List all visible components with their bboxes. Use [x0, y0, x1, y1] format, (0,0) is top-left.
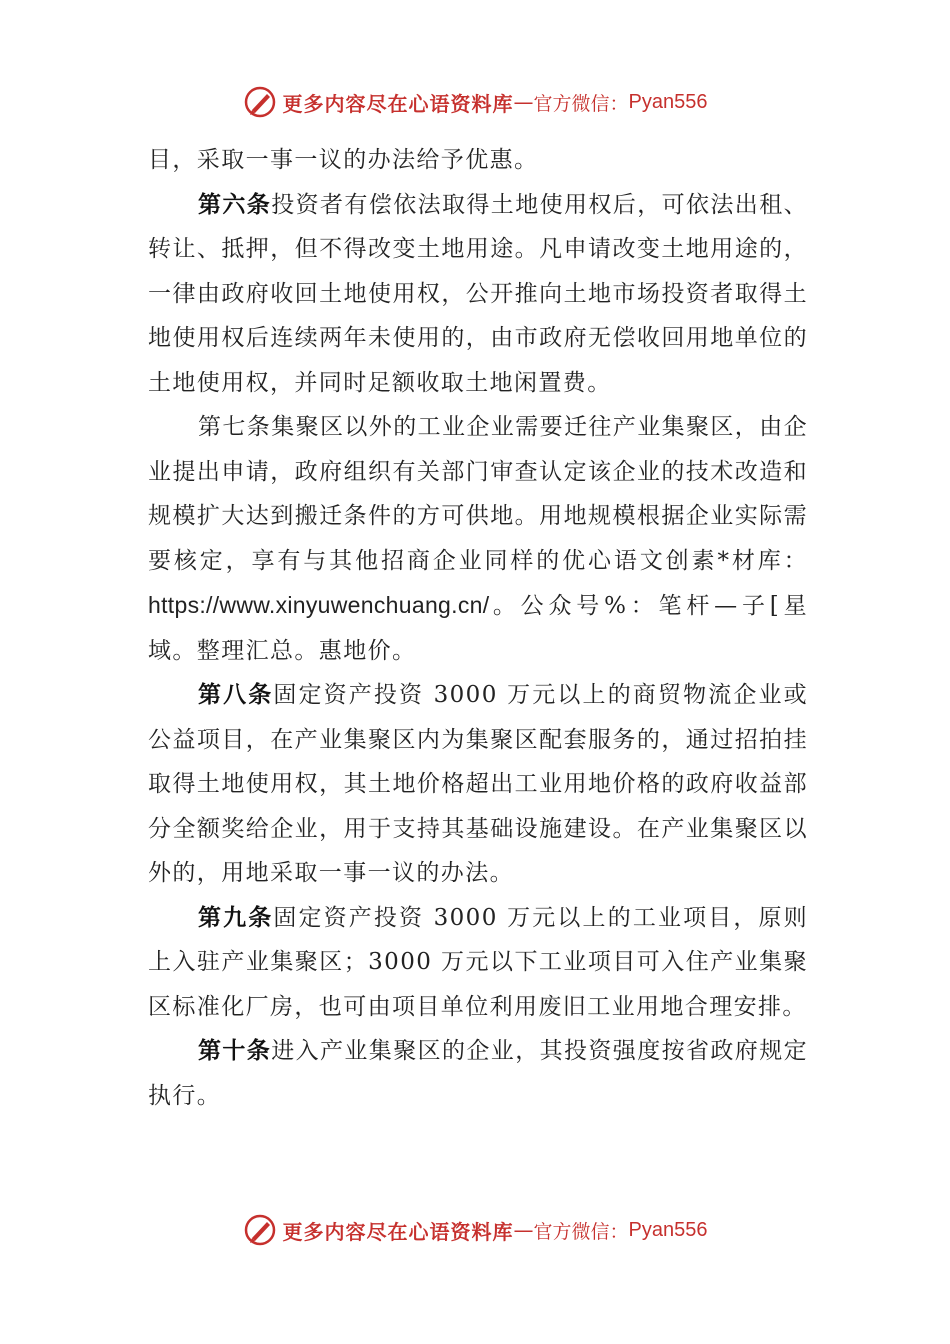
- pen-logo-icon: [243, 1213, 277, 1247]
- pen-logo-icon: [243, 85, 277, 119]
- article-10: [148, 1029, 808, 1118]
- banner-dash: —: [513, 90, 534, 114]
- banner-wechat-id: Pyan556: [628, 90, 708, 113]
- banner-wechat-id: Pyan556: [628, 1218, 708, 1241]
- article-6-heading: 第六条: [198, 190, 272, 218]
- banner-dash: —: [513, 1218, 534, 1242]
- paragraph-continuation: 目，采取一事一议的办法给予优惠。: [148, 147, 539, 173]
- article-7: [148, 405, 808, 673]
- article-10-body: 进入产业集聚区的企业，其投资强度按省政府规定执行。: [148, 1038, 809, 1109]
- article-8: [148, 673, 808, 896]
- header-banner: [0, 82, 950, 122]
- banner-text: 更多内容尽在心语资料库: [282, 91, 514, 116]
- article-9-body: 固定资产投资 3000 万元以上的工业项目，原则上入驻产业集聚区；3000 万元以下工业项目可入住产业集聚区标准化厂房，也可由项目单位利用废旧工业用地合理安排。: [148, 904, 808, 1020]
- article-7-text-b: 。公众号%：笔杆—子[星域。整理汇总。惠地价。: [148, 593, 808, 664]
- footer-banner: [0, 1210, 950, 1250]
- article-10-heading: 第十条: [198, 1037, 272, 1064]
- article-8-body: 固定资产投资 3000 万元以上的商贸物流企业或公益项目，在产业集聚区内为集聚区配套服务的，通过招拍挂取得土地使用权，其土地价格超出工业用地价格的政府收益部分全额奖给企业，用于支持其基础设施建设。在产业集聚区以外的，用地采取一事一议的办法。: [148, 682, 808, 886]
- document-body: [148, 138, 808, 1118]
- article-6-body: 投资者有偿依法取得土地使用权后，可依法出租、转让、抵押，但不得改变土地用途。凡申请改变土地用途的，一律由政府收回土地使用权，公开推向土地市场投资者取得土地使用权后连续两年未使用的，由市政府无偿收回用地单位的土地使用权，并同时足额收取土地闲置费。: [148, 191, 809, 396]
- banner-wechat-label: 官方微信：: [533, 1220, 629, 1243]
- article-7-url: https://www.xinyuwenchuang.cn/: [148, 592, 490, 618]
- article-7-text-a: 第七条集聚区以外的工业企业需要迁往产业集聚区，由企业提出申请，政府组织有关部门审查认定该企业的技术改造和规模扩大达到搬迁条件的方可供地。用地规模根据企业实际需要核定，享有与其他招商企业同样的优心语文创素*材库：: [148, 414, 808, 574]
- banner-wechat-label: 官方微信：: [533, 92, 629, 115]
- article-9-heading: 第九条: [198, 903, 274, 931]
- banner-text: 更多内容尽在心语资料库: [282, 1219, 514, 1244]
- article-8-heading: 第八条: [198, 681, 274, 708]
- article-6: [148, 183, 808, 406]
- article-9: [148, 896, 808, 1030]
